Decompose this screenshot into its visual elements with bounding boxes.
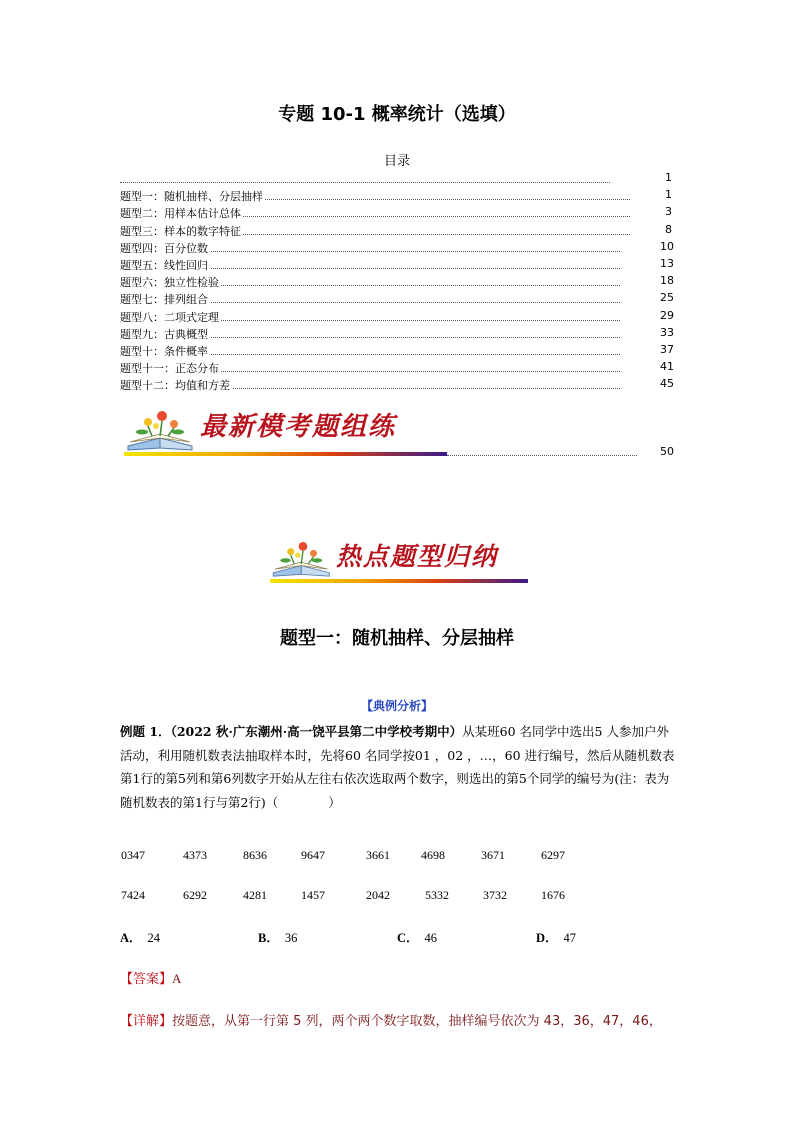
toc-row-label: 题型四：百分位数 bbox=[120, 241, 208, 255]
random-number-cell: 1676 bbox=[541, 888, 565, 902]
toc-row-label: 题型一：随机抽样、分层抽样 bbox=[120, 190, 263, 204]
toc-row[interactable] bbox=[120, 325, 680, 342]
toc-page-number: 37 bbox=[660, 342, 674, 356]
toc-page-number: 41 bbox=[660, 360, 674, 374]
exam-practice-banner bbox=[122, 402, 447, 456]
toc-page-number: 18 bbox=[660, 274, 674, 288]
toc-row[interactable] bbox=[120, 359, 680, 376]
option-key: D． bbox=[536, 931, 558, 945]
random-number-cell: 4698 bbox=[421, 848, 445, 862]
random-number-cell: 4373 bbox=[183, 848, 207, 862]
toc-leader-dots bbox=[447, 455, 637, 456]
answer-value: A bbox=[172, 971, 182, 986]
detail-line bbox=[120, 1010, 680, 1029]
example-question bbox=[120, 720, 675, 814]
toc-row[interactable] bbox=[120, 342, 680, 359]
toc-row[interactable] bbox=[120, 376, 680, 393]
toc-row[interactable] bbox=[120, 170, 680, 187]
hot-topics-banner bbox=[268, 533, 528, 583]
answer-tag: 【答案】 bbox=[120, 972, 173, 987]
toc-page-number: 13 bbox=[660, 256, 674, 270]
banner-underline bbox=[270, 579, 528, 583]
toc-page-number: 10 bbox=[660, 239, 674, 253]
toc-row-label: 题型十：条件概率 bbox=[120, 344, 208, 358]
random-number-cell: 3661 bbox=[366, 848, 390, 862]
banner-underline bbox=[124, 452, 447, 456]
toc-page-number: 1 bbox=[665, 188, 672, 202]
random-number-cell: 8636 bbox=[243, 848, 267, 862]
random-number-cell: 4281 bbox=[243, 888, 267, 902]
toc-row-label: 题型九：古典概型 bbox=[120, 327, 208, 341]
toc-row[interactable] bbox=[120, 204, 680, 221]
option-value: 47 bbox=[563, 931, 577, 945]
answer-line bbox=[120, 968, 181, 987]
random-number-cell: 3671 bbox=[481, 848, 505, 862]
example-text: 从某班60 名同学中选出5 人参加户外活动，利用随机数表法抽取样本时，先将60 名同学按01 ，02 ，…，60 进行编号，然后从随机数表第1行的第5列和第6列数字开始从左往右依次选取两个数字，则选出的第5个同学的编号为(注：表为随机数表的第1行与第2行)（ ） bbox=[120, 724, 675, 810]
option-key: A． bbox=[120, 931, 142, 945]
toc-page-number: 33 bbox=[660, 325, 674, 339]
random-number-cell: 7424 bbox=[121, 888, 145, 902]
banner-title: 热点题型归纳 bbox=[336, 542, 499, 571]
toc-row-label: 题型七：排列组合 bbox=[120, 293, 208, 307]
toc-row-label: 题型二：用样本估计总体 bbox=[120, 207, 241, 221]
toc-row-label: 题型十一：正态分布 bbox=[120, 362, 219, 376]
toc-page-number: 1 bbox=[665, 171, 672, 184]
option-value: 24 bbox=[147, 931, 161, 945]
example-source: （2022 秋·广东潮州·高一饶平县第二中学校考期中） bbox=[170, 724, 463, 739]
toc-row[interactable] bbox=[120, 256, 680, 273]
document-title: 专题 10-1 概率统计（选填） bbox=[278, 104, 516, 125]
toc-row-label: 题型三：样本的数字特征 bbox=[120, 224, 241, 238]
toc-page-number: 45 bbox=[660, 377, 674, 391]
toc-row-label: 题型五：线性回归 bbox=[120, 258, 208, 272]
option-d[interactable] bbox=[536, 928, 576, 946]
random-number-cell: 5332 bbox=[425, 888, 449, 902]
random-number-cell: 6292 bbox=[183, 888, 207, 902]
banner-title: 最新模考题组练 bbox=[200, 412, 397, 442]
random-number-cell: 1457 bbox=[301, 888, 325, 902]
option-key: C． bbox=[397, 931, 419, 945]
detail-text: 按题意，从第一行第 5 列，两个两个数字取数，抽样编号依次为 43，36，47，46， bbox=[172, 1014, 662, 1029]
toc-leader-dots bbox=[120, 182, 610, 183]
option-c[interactable] bbox=[397, 928, 437, 946]
option-value: 36 bbox=[284, 931, 298, 945]
toc-row[interactable] bbox=[120, 290, 680, 307]
toc-row[interactable] bbox=[120, 273, 680, 290]
open-book-icon bbox=[268, 533, 338, 579]
toc-row-label: 题型六：独立性检验 bbox=[120, 276, 219, 290]
example-label: 例题 1． bbox=[120, 724, 171, 739]
random-number-cell: 3732 bbox=[483, 888, 507, 902]
toc-row-label: 题型十二：均值和方差 bbox=[120, 379, 230, 393]
toc-row[interactable] bbox=[120, 308, 680, 325]
random-number-cell: 6297 bbox=[541, 848, 565, 862]
toc-row[interactable] bbox=[120, 239, 680, 256]
option-value: 46 bbox=[424, 931, 438, 945]
open-book-icon bbox=[122, 402, 202, 452]
toc-page-number: 8 bbox=[665, 222, 672, 236]
option-a[interactable] bbox=[120, 928, 160, 946]
toc-row-label: 题型八：二项式定理 bbox=[120, 310, 219, 324]
toc-page-number: 50 bbox=[660, 445, 674, 458]
toc-row[interactable] bbox=[120, 222, 680, 239]
section-title: 题型一：随机抽样、分层抽样 bbox=[280, 628, 514, 649]
random-number-cell: 0347 bbox=[121, 848, 145, 862]
toc-page-number: 3 bbox=[665, 205, 672, 219]
toc-row[interactable] bbox=[120, 187, 680, 204]
table-of-contents bbox=[120, 170, 680, 393]
random-number-cell: 2042 bbox=[366, 888, 390, 902]
detail-tag: 【详解】 bbox=[120, 1014, 173, 1029]
toc-heading: 目录 bbox=[383, 154, 410, 169]
option-key: B． bbox=[258, 931, 279, 945]
option-b[interactable] bbox=[258, 928, 297, 946]
analysis-tag: 【典例分析】 bbox=[360, 699, 433, 713]
toc-page-number: 29 bbox=[660, 308, 674, 322]
toc-page-number: 25 bbox=[660, 291, 674, 305]
random-number-cell: 9647 bbox=[301, 848, 325, 862]
